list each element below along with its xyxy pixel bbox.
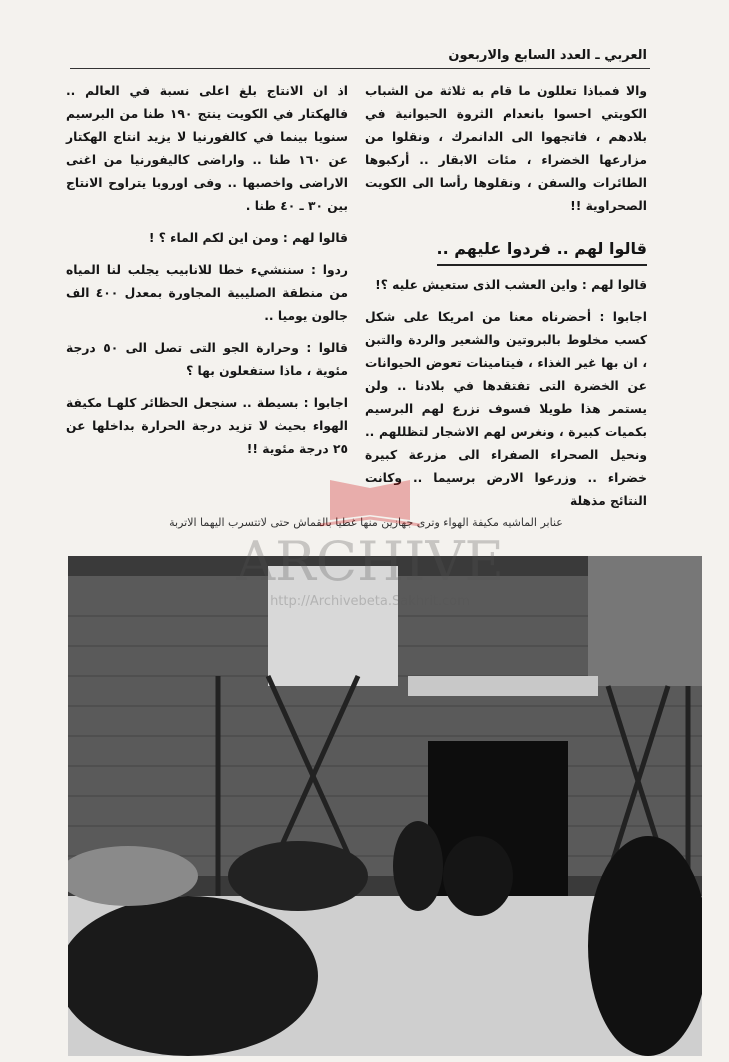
section-subhead: قالوا لهم .. فردوا عليهم .. bbox=[437, 237, 647, 266]
photo-caption: عنابر الماشيه مكيفة الهواء وترى جهازين منها غطيا بالقماش حتى لاتتسرب اليهما الاتربة bbox=[169, 516, 563, 529]
left-paragraph-5: اجابوا : بسيطة .. سنجعل الحظائر كلهـا مكيفة الهواء بحيث لا تزيد درجة الحرارة بداخلها عن ٢٥ درجة مئوية !! bbox=[66, 396, 348, 456]
left-paragraph-4: قالوا : وحرارة الجو التى تصل الى ٥٠ درجة مئوية ، ماذا ستفعلون بها ؟ bbox=[66, 341, 348, 378]
header-rule bbox=[70, 68, 650, 69]
right-paragraph-3: اجابوا : أحضرناه معنا من امريكا على شكل كسب مخلوط بالبروتين والشعير والردة والتبن ، ان بها غير الغذاء ، فيتامينات تعوض الحيوانات عن الخضرة التى تفتقدها في بلادنا .. ولن يستمر هذا طويلا فسوف نزرع لهم البرسيم بكميات كبيرة ، ونغرس لهم الاشجار لتظللهم .. ونحيل الصحراء الصفراء الى مزرعة كبيرة خضراء .. وزرعوا الارض برسيما .. وكانت النتائج مذهلة bbox=[365, 310, 647, 508]
left-paragraph-2: قالوا لهم : ومن اين لكم الماء ؟ ! bbox=[148, 231, 348, 245]
left-column bbox=[66, 80, 348, 470]
barn-illustration bbox=[68, 556, 702, 1056]
right-column bbox=[365, 80, 647, 522]
right-paragraph-2: قالوا لهم : واين العشب الذى ستعيش عليه ؟! bbox=[375, 278, 647, 292]
watermark-title: ARCHIVE bbox=[236, 530, 504, 593]
right-paragraph-1: والا فمباذا تعللون ما قام به ثلاثة من الشباب الكويتي احسوا بانعدام الثروة الحيوانية في بلادهم ، فاتجهوا الى الدانمرك ، ونقلوا من مزارعها الخضراء ، مئات الابقار .. أركبوها الطائرات والسفن ، ونقلوها رأسا الى الكويت الصحراوية !! bbox=[365, 84, 647, 213]
cattle-barn-photo bbox=[68, 556, 702, 1056]
left-paragraph-1: اذ ان الانتاج بلغ اعلى نسبة في العالم .. فالهكتار في الكويت ينتج ١٩٠ طنا من البرسيم سنويا بينما في كالفورنيا لا يزيد انتاج الهكتار عن ١٦٠ طنا .. واراضى كاليفورنيا من اغنى الاراضى واخصبها .. وفى اوروبا يتراوح الانتاج بين ٣٠ ـ ٤٠ طنا . bbox=[66, 84, 348, 213]
running-title: العربي ـ العدد السابع والاربعون bbox=[448, 48, 647, 63]
watermark-url: http://Archivebeta.Sakhrit.com bbox=[270, 594, 470, 609]
left-paragraph-3: ردوا : سننشيء خطا للانابيب يجلب لنا المياه من منطقة الصليبية المجاورة بمعدل ٤٠٠ الف جالون يوميا .. bbox=[66, 263, 348, 323]
